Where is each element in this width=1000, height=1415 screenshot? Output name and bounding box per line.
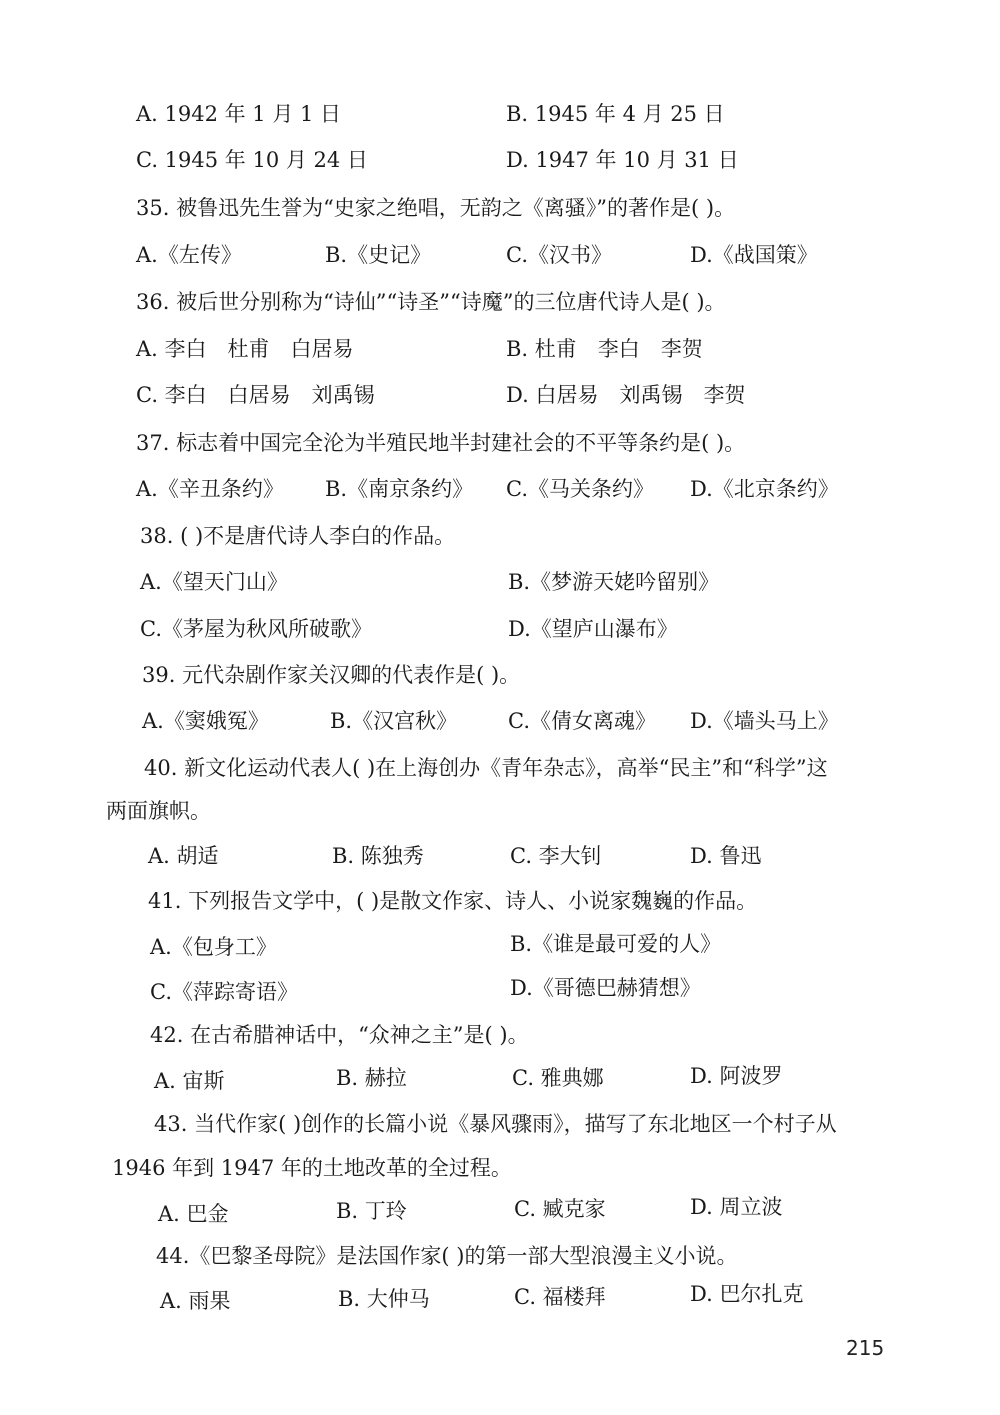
option-b: B. 1945 年 4 月 25 日	[506, 102, 725, 126]
question-43-option-c: C. 臧克家	[514, 1197, 606, 1221]
question-40-stem-continued: 两面旗帜。	[106, 799, 211, 823]
question-36-option-c: C. 李白 白居易 刘禹锡	[136, 383, 375, 407]
question-35-option-b: B.《史记》	[325, 243, 432, 267]
question-43-option-d: D. 周立波	[690, 1195, 783, 1219]
question-41-option-d: D.《哥德巴赫猜想》	[510, 976, 701, 1000]
option-c: C. 1945 年 10 月 24 日	[136, 148, 368, 172]
question-39-option-c: C.《倩女离魂》	[508, 709, 656, 733]
question-39-stem: 39. 元代杂剧作家关汉卿的代表作是( )。	[142, 663, 521, 687]
question-41-stem: 41. 下列报告文学中，( )是散文作家、诗人、小说家魏巍的作品。	[148, 889, 758, 913]
question-37-stem: 37. 标志着中国完全沦为半殖民地半封建社会的不平等条约是( )。	[136, 431, 746, 455]
question-42-stem: 42. 在古希腊神话中，“众神之主”是( )。	[150, 1023, 529, 1047]
question-42-option-c: C. 雅典娜	[512, 1066, 604, 1090]
question-40-option-b: B. 陈独秀	[332, 844, 424, 868]
option-d: D. 1947 年 10 月 31 日	[506, 148, 739, 172]
question-36-option-b: B. 杜甫 李白 李贺	[506, 337, 703, 361]
question-39-option-a: A.《窦娥冤》	[142, 709, 269, 733]
question-36-stem: 36. 被后世分别称为“诗仙”“诗圣”“诗魔”的三位唐代诗人是( )。	[136, 290, 726, 314]
question-38-option-b: B.《梦游天姥吟留别》	[508, 570, 720, 594]
question-44-option-c: C. 福楼拜	[514, 1285, 606, 1309]
question-41-option-b: B.《谁是最可爱的人》	[510, 932, 722, 956]
question-37-option-c: C.《马关条约》	[506, 477, 654, 501]
question-42-option-a: A. 宙斯	[154, 1069, 225, 1093]
question-43-stem: 43. 当代作家( )创作的长篇小说《暴风骤雨》，描写了东北地区一个村子从	[154, 1112, 837, 1136]
question-37-option-b: B.《南京条约》	[325, 477, 474, 501]
question-40-stem: 40. 新文化运动代表人( )在上海创办《青年杂志》，高举“民主”和“科学”这	[144, 756, 828, 780]
question-39-option-b: B.《汉宫秋》	[330, 709, 458, 733]
question-40-option-c: C. 李大钊	[510, 844, 602, 868]
question-37-option-a: A.《辛丑条约》	[136, 477, 284, 501]
question-41-option-c: C.《萍踪寄语》	[150, 980, 298, 1004]
question-38-option-d: D.《望庐山瀑布》	[508, 617, 678, 641]
question-36-option-d: D. 白居易 刘禹锡 李贺	[506, 383, 746, 407]
question-44-option-d: D. 巴尔扎克	[690, 1282, 804, 1306]
question-36-option-a: A. 李白 杜甫 白居易	[136, 337, 354, 361]
question-44-option-b: B. 大仲马	[338, 1287, 430, 1311]
option-a: A. 1942 年 1 月 1 日	[136, 102, 342, 126]
question-44-option-a: A. 雨果	[160, 1289, 231, 1313]
question-35-option-c: C.《汉书》	[506, 243, 612, 267]
question-42-option-d: D. 阿波罗	[690, 1064, 783, 1088]
question-43-stem-continued: 1946 年到 1947 年的土地改革的全过程。	[112, 1156, 512, 1180]
question-40-option-a: A. 胡适	[148, 844, 219, 868]
question-43-option-a: A. 巴金	[158, 1202, 229, 1226]
question-44-stem: 44.《巴黎圣母院》是法国作家( )的第一部大型浪漫主义小说。	[156, 1244, 738, 1268]
question-43-option-b: B. 丁玲	[336, 1199, 407, 1223]
question-37-option-d: D.《北京条约》	[690, 477, 839, 501]
question-35-option-a: A.《左传》	[136, 243, 242, 267]
question-38-stem: 38. ( )不是唐代诗人李白的作品。	[140, 524, 456, 548]
question-35-option-d: D.《战国策》	[690, 243, 818, 267]
question-38-option-a: A.《望天门山》	[140, 570, 288, 594]
question-41-option-a: A.《包身工》	[150, 935, 277, 959]
question-39-option-d: D.《墙头马上》	[690, 709, 839, 733]
page-number: 215	[846, 1336, 885, 1360]
question-38-option-c: C.《茅屋为秋风所破歌》	[140, 617, 372, 641]
question-42-option-b: B. 赫拉	[336, 1066, 407, 1090]
question-40-option-d: D. 鲁迅	[690, 844, 762, 868]
question-35-stem: 35. 被鲁迅先生誉为“史家之绝唱，无韵之《离骚》”的著作是( )。	[136, 196, 736, 220]
